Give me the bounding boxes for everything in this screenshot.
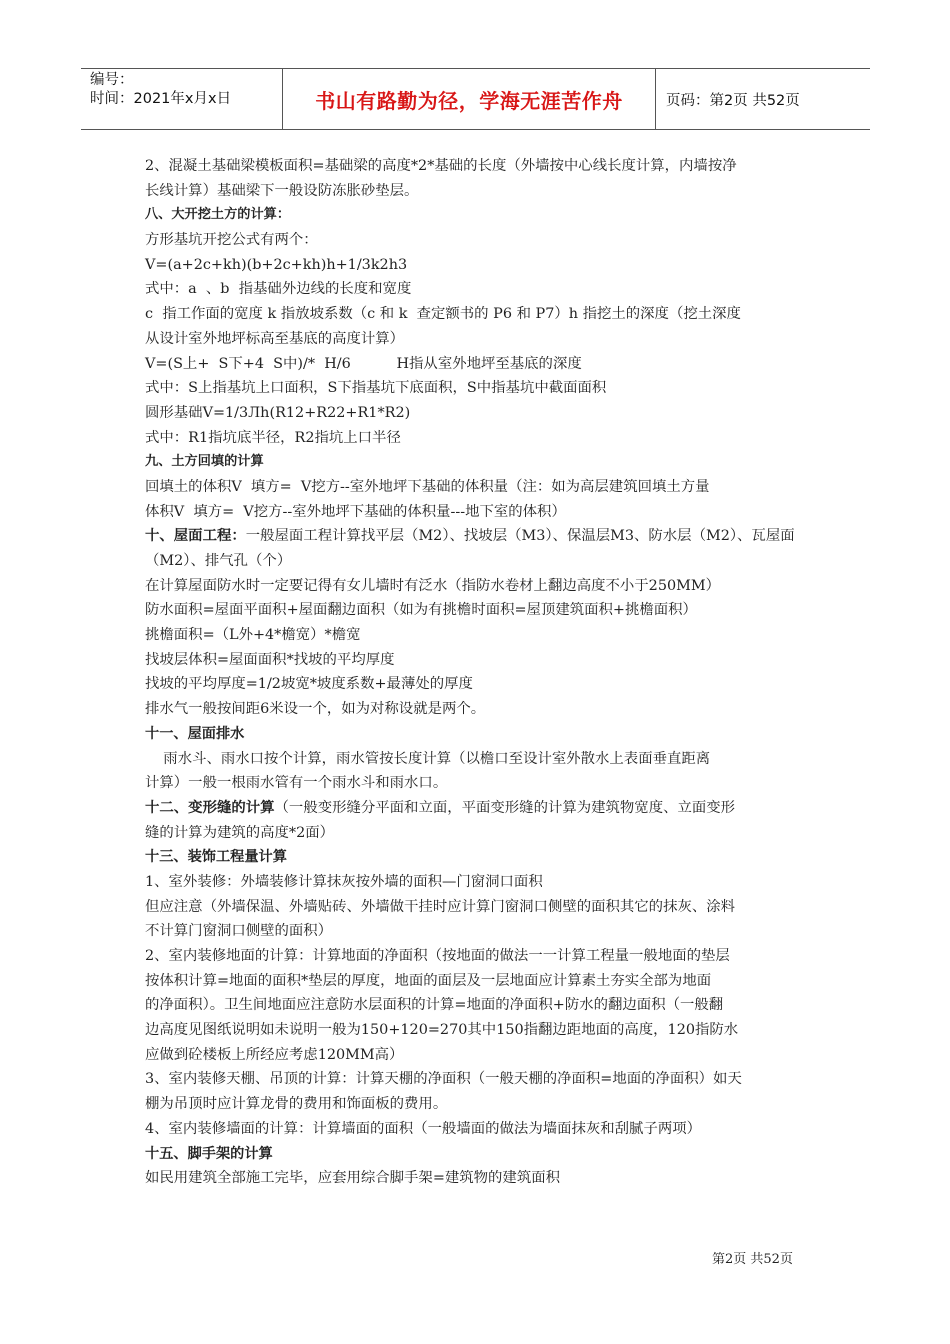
text-line: 找坡的平均厚度=1/2坡宽*坡度系数+最薄处的厚度 <box>145 676 473 693</box>
text-line: 缝的计算为建筑的高度*2面） <box>145 824 335 841</box>
text-line: 式中：S上指基坑上口面积，S下指基坑下底面积，S中指基坑中截面面积 <box>145 380 607 397</box>
text-line: 式中：R1指坑底半径，R2指坑上口半径 <box>145 429 401 446</box>
text-line: 体积V 填方= V挖方--室外地坪下基础的体积量---地下室的体积） <box>145 503 566 520</box>
text-line: 如民用建筑全部施工完毕，应套用综合脚手架=建筑物的建筑面积 <box>145 1170 560 1187</box>
text-line: 1、室外装修：外墙装修计算抹灰按外墙的面积—门窗洞口面积 <box>145 873 543 890</box>
section-heading: 十三、装饰工程量计算 <box>145 849 287 866</box>
text-line: c 指工作面的宽度 k 指放坡系数（c 和 k 查定额书的 P6 和 P7）h 指挖土的深度（挖土深度 <box>145 306 741 323</box>
footer-page-number: 第2页 共52页 <box>712 1252 793 1267</box>
text-line: 不计算门窗洞口侧壁的面积） <box>145 923 333 940</box>
text-line: 按体积计算=地面的面积*垫层的厚度，地面的面层及一层地面应计算素土夯实全部为地面 <box>145 972 712 989</box>
text-line: 在计算屋面防水时一定要记得有女儿墙时有泛水（指防水卷材上翻边高度不小于250MM） <box>145 577 721 594</box>
inline-heading: 十、屋面工程： <box>145 528 246 545</box>
section-heading: 十五、脚手架的计算 <box>145 1145 273 1162</box>
text-line: 挑檐面积=（L外+4*檐宽）*檐宽 <box>145 627 361 644</box>
code-label: 编号： <box>90 72 134 88</box>
text-line: 式中：a 、b 指基础外边线的长度和宽度 <box>145 281 412 298</box>
text-line-body: 一般屋面工程计算找平层（M2）、找坡层（M3）、保温层M3、防水层（M2）、瓦屋面 <box>245 528 795 545</box>
text-line: 方形基坑开挖公式有两个： <box>145 232 318 249</box>
text-line: 圆形基础V=1/3Лh(R12+R22+R1*R2) <box>145 404 411 421</box>
text-line: 计算）一般一根雨水管有一个雨水斗和雨水口。 <box>145 775 448 792</box>
text-line: 2、混凝土基础梁模板面积=基础梁的高度*2*基础的长度（外墙按中心线长度计算，内墙按净 <box>145 158 737 174</box>
text-line: V=(a+2c+kh)(b+2c+kh)h+1/3k2h3 <box>145 256 408 273</box>
time-label: 时间：2021年x月x日 <box>90 91 232 107</box>
text-line: 雨水斗、雨水口按个计算，雨水管按长度计算（以檐口至设计室外散水上表面垂直距离 <box>145 750 711 767</box>
section-heading: 九、土方回填的计算 <box>145 454 264 470</box>
text-line: 棚为吊顶时应计算龙骨的费用和饰面板的费用。 <box>145 1096 448 1113</box>
text-line: 的净面积）。卫生间地面应注意防水层面积的计算=地面的净面积+防水的翻边面积（一般翻 <box>145 997 724 1014</box>
text-line: 2、室内装修地面的计算：计算地面的净面积（按地面的做法一一计算工程量一般地面的垫层 <box>145 948 730 964</box>
text-line: 从设计室外地坪标高至基底的高度计算） <box>145 330 405 347</box>
text-line: 排水气一般按间距6米设一个，如为对称设就是两个。 <box>145 701 486 718</box>
text-line: 回填土的体积V 填方= V挖方--室外地坪下基础的体积量（注：如为高层建筑回填土方量 <box>145 478 710 495</box>
text-line-body: （一般变形缝分平面和立面，平面变形缝的计算为建筑物宽度、立面变形 <box>274 799 736 816</box>
text-line: 长线计算）基础梁下一般设防冻胀砂垫层。 <box>145 182 419 199</box>
text-line: 3、室内装修天棚、吊顶的计算：计算天棚的净面积（一般天棚的净面积=地面的净面积）如天 <box>145 1071 742 1088</box>
inline-heading: 十二、变形缝的计算 <box>145 799 275 816</box>
text-line: 4、室内装修墙面的计算：计算墙面的面积（一般墙面的做法为墙面抹灰和刮腻子两项） <box>145 1120 702 1137</box>
text-line: （M2）、排气孔（个） <box>145 553 292 569</box>
text-line <box>145 524 810 549</box>
text-line: 应做到砼楼板上所经应考虑120MM高） <box>145 1046 404 1063</box>
text-line: V=(S上+ S下+4 S中)/* H/6 H指从室外地坪至基底的深度 <box>145 355 582 372</box>
header-motto: 书山有路勤为径，学海无涯苦作舟 <box>282 69 656 129</box>
section-heading: 十一、屋面排水 <box>145 725 245 742</box>
text-line: 但应注意（外墙保温、外墙贴砖、外墙做干挂时应计算门窗洞口侧壁的面积其它的抹灰、涂料 <box>145 898 736 915</box>
header-page-number: 页码：第2页 共52页 <box>666 92 800 109</box>
text-line <box>145 796 810 821</box>
text-line: 边高度见图纸说明如未说明一般为150+120=270其中150指翻边距地面的高度，120指防水 <box>145 1022 739 1039</box>
text-line: 防水面积=屋面平面积+屋面翻边面积（如为有挑檐时面积=屋顶建筑面积+挑檐面积） <box>145 602 697 619</box>
text-line: 找坡层体积=屋面面积*找坡的平均厚度 <box>145 651 395 668</box>
page-header <box>81 68 870 130</box>
section-heading: 八、大开挖土方的计算： <box>145 207 291 223</box>
document-body <box>145 154 810 1191</box>
header-meta <box>81 69 282 129</box>
